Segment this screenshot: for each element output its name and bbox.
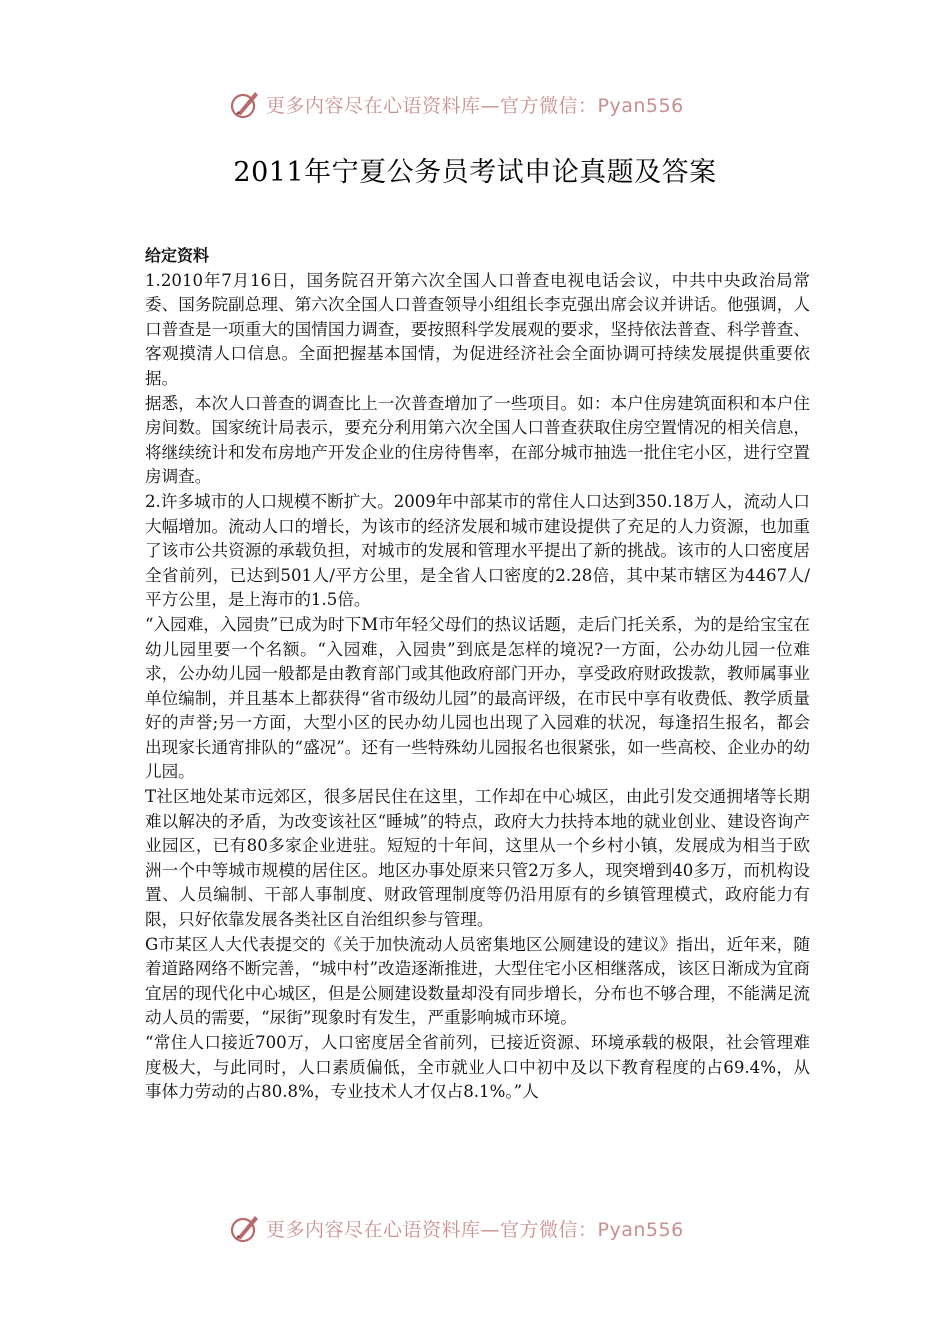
paragraph: 2.许多城市的人口规模不断扩大。2009年中部某市的常住人口达到350.18万人，流动人口大幅增加。流动人口的增长，为该市的经济发展和城市建设提供了充足的人力资源，也加重了该市公共资源的承载负担，对城市的发展和管理水平提出了新的挑战。该市的人口密度居全省前列，已达到501人/平方公里，是全省人口密度的2.28倍，其中某市辖区为4467人/平方公里，是上海市的1.5倍。 — [145, 491, 810, 610]
page-title: 2011年宁夏公务员考试申论真题及答案 — [233, 157, 717, 188]
banner-text: 更多内容尽在心语资料库—官方微信：Pyan556 — [266, 1218, 684, 1241]
paragraph: G市某区人大代表提交的《关于加快流动人员密集地区公厕建设的建议》指出，近年来，随着道路网络不断完善，“城中村”改造逐渐推进，大型住宅小区相继落成，该区日渐成为宜商宜居的现代化中心城区，但是公厕建设数量却没有同步增长，分布也不够合理，不能满足流动人员的需要，“尿街”现象时有发生，严重影响城市环境。 — [145, 934, 810, 1028]
top-banner — [228, 84, 728, 124]
banner-text: 更多内容尽在心语资料库—官方微信：Pyan556 — [266, 94, 684, 117]
paragraph: 据悉，本次人口普查的调查比上一次普查增加了一些项目。如：本户住房建筑面积和本户住房间数。国家统计局表示，要充分利用第六次全国人口普查获取住房空置情况的相关信息，将继续统计和发布房地产开发企业的住房待售率，在部分城市抽选一批住宅小区，进行空置房调查。 — [145, 393, 810, 487]
section-heading: 给定资料 — [145, 246, 210, 265]
paragraph: “常住人口接近700万，人口密度居全省前列，已接近资源、环境承载的极限，社会管理难度极大，与此同时，人口素质偏低，全市就业人口中初中及以下教育程度的占69.4%，从事体力劳动的占80.8%，专业技术人才仅占8.1%。”人 — [145, 1033, 810, 1102]
quill-pen-logo-icon — [228, 87, 262, 121]
document-body — [145, 244, 810, 1105]
bottom-banner — [228, 1208, 728, 1248]
paragraph: T社区地处某市远郊区，很多居民住在这里，工作却在中心城区，由此引发交通拥堵等长期难以解决的矛盾，为改变该社区“睡城”的特点，政府大力扶持本地的就业创业、建设咨询产业园区，已有80多家企业进驻。短短的十年间，这里从一个乡村小镇，发展成为相当于欧洲一个中等城市规模的居住区。地区办事处原来只管2万多人，现突增到40多万，而机构设置、人员编制、干部人事制度、财政管理制度等仍沿用原有的乡镇管理模式，政府能力有限，只好依靠发展各类社区自治组织参与管理。 — [145, 787, 810, 930]
paragraph: 1.2010年7月16日，国务院召开第六次全国人口普查电视电话会议，中共中央政治局常委、国务院副总理、第六次全国人口普查领导小组组长李克强出席会议并讲话。他强调，人口普查是一项重大的国情国力调查，要按照科学发展观的要求，坚持依法普查、科学普查、客观摸清人口信息。全面把握基本国情，为促进经济社会全面协调可持续发展提供重要依据。 — [145, 270, 810, 388]
paragraph: “入园难，入园贵”已成为时下M市年轻父母们的热议话题，走后门托关系，为的是给宝宝在幼儿园里要一个名额。“入园难，入园贵”到底是怎样的境况?一方面，公办幼儿园一位难求，公办幼儿园一般都是由教育部门或其他政府部门开办，享受政府财政拨款，教师属事业单位编制，并且基本上都获得“省市级幼儿园”的最高评级，在市民中享有收费低、教学质量好的声誉;另一方面，大型小区的民办幼儿园也出现了入园难的状况，每逢招生报名，都会出现家长通宵排队的“盛况”。还有一些特殊幼儿园报名也很紧张，如一些高校、企业办的幼儿园。 — [145, 614, 810, 782]
quill-pen-logo-icon — [228, 1211, 262, 1245]
